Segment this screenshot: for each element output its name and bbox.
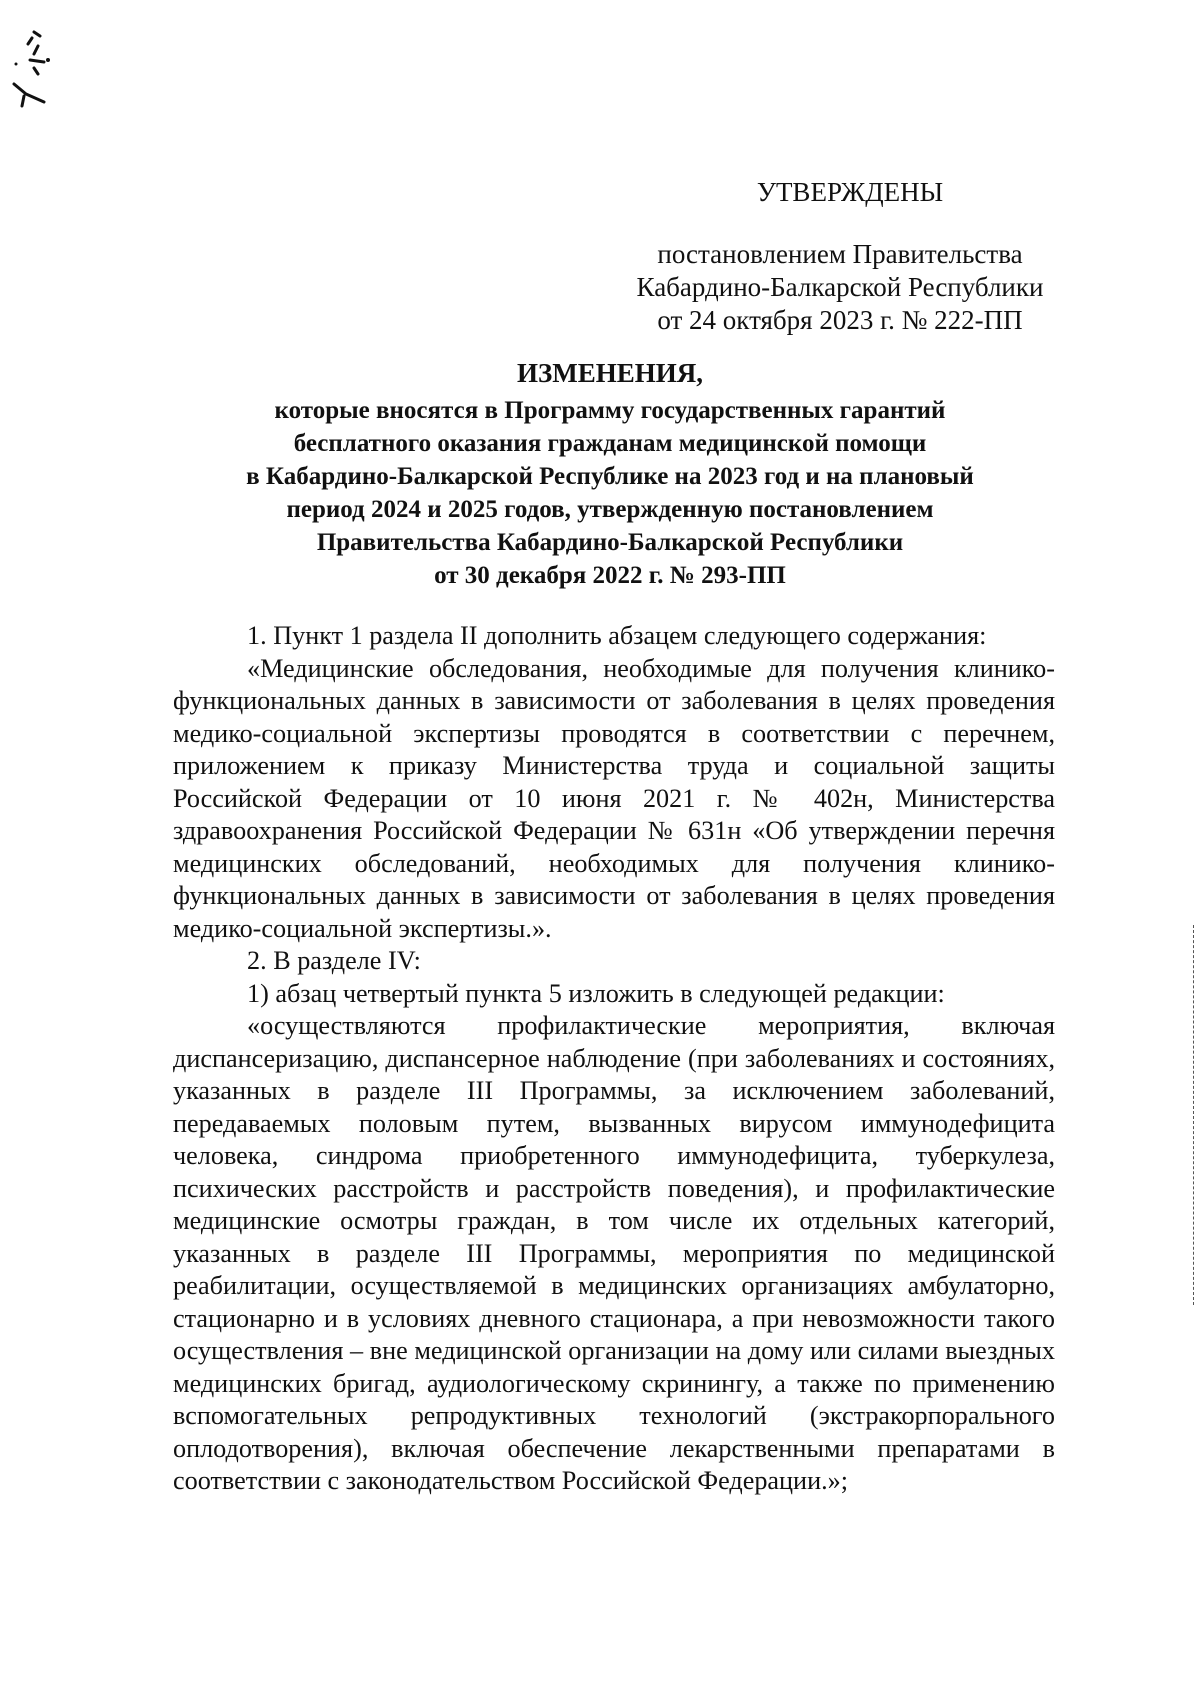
paragraph-item-1: 1. Пункт 1 раздела II дополнить абзацем следующего содержания: <box>247 621 987 650</box>
approved-heading: УТВЕРЖДЕНЫ <box>756 177 944 207</box>
paragraph-quote-2: «осуществляются профилактические мероприятия, включая диспансеризацию, диспансерное наблюдение (при заболеваниях и состояниях, указанных в разделе III Программы, за исключением заболеваний, передаваемых половым путем, вызванных вирусом иммунодефицита человека, синдрома приобретенного иммунодефицита, туберкулеза, психических расстройств и расстройств поведения), и профилактические медицинские осмотры граждан, в том числе их отдельных категорий, указанных в разделе III Программы, мероприятия по медицинской реабилитации, осуществляемой в медицинских организациях амбулаторно, стационарно и в условиях дневного стационара, а при невозможности такого осуществления – вне медицинской организации на дому или силами выездных медицинских бригад, аудиологическому скринингу, а также по применению вспомогательных репродуктивных технологий (экстракорпорального оплодотворения), включая обеспечение лекарственными препаратами в соответствии с законодательством Российской Федерации.»; <box>173 1011 1055 1495</box>
title-line-1: которые вносятся в Программу государственных гарантий <box>274 397 946 424</box>
approval-line-3: от 24 октября 2023 г. № 222-ПП <box>657 305 1023 335</box>
paragraph-item-2: 2. В разделе IV: <box>247 946 421 975</box>
scan-edge-line <box>1193 925 1196 1305</box>
title-line-3: в Кабардино-Балкарской Республике на 2023 год и на плановый <box>246 463 974 490</box>
title-line-6: от 30 декабря 2022 г. № 293-ПП <box>434 562 786 589</box>
document-body <box>173 620 1055 1498</box>
title-main: ИЗМЕНЕНИЯ, <box>516 358 703 388</box>
title-line-2: бесплатного оказания гражданам медицинской помощи <box>293 430 927 457</box>
paragraph-subitem-1: 1) абзац четвертый пункта 5 изложить в следующей редакции: <box>247 978 945 1008</box>
approval-line-2: Кабардино-Балкарской Республики <box>636 272 1044 302</box>
approval-stamp-block <box>600 176 1080 337</box>
approval-line-1: постановлением Правительства <box>657 239 1023 269</box>
title-line-5: Правительства Кабардино-Балкарской Республики <box>316 529 904 556</box>
scan-artifact <box>4 24 64 124</box>
paragraph-quote-1: «Медицинские обследования, необходимые для получения клинико-функциональных данных в зависимости от заболевания в целях проведения медико-социальной экспертизы проводятся в соответствии с перечнем, приложением к приказу Министерства труда и социальной защиты Российской Федерации от 10 июня 2021 г. № 402н, Министерства здравоохранения Российской Федерации № 631н «Об утверждении перечня медицинских обследований, необходимых для получения клинико-функциональных данных в зависимости от заболевания в целях проведения медико-социальной экспертизы.». <box>173 653 1055 943</box>
title-line-4: период 2024 и 2025 годов, утвержденную постановлением <box>286 496 934 523</box>
document-title <box>160 357 1060 592</box>
